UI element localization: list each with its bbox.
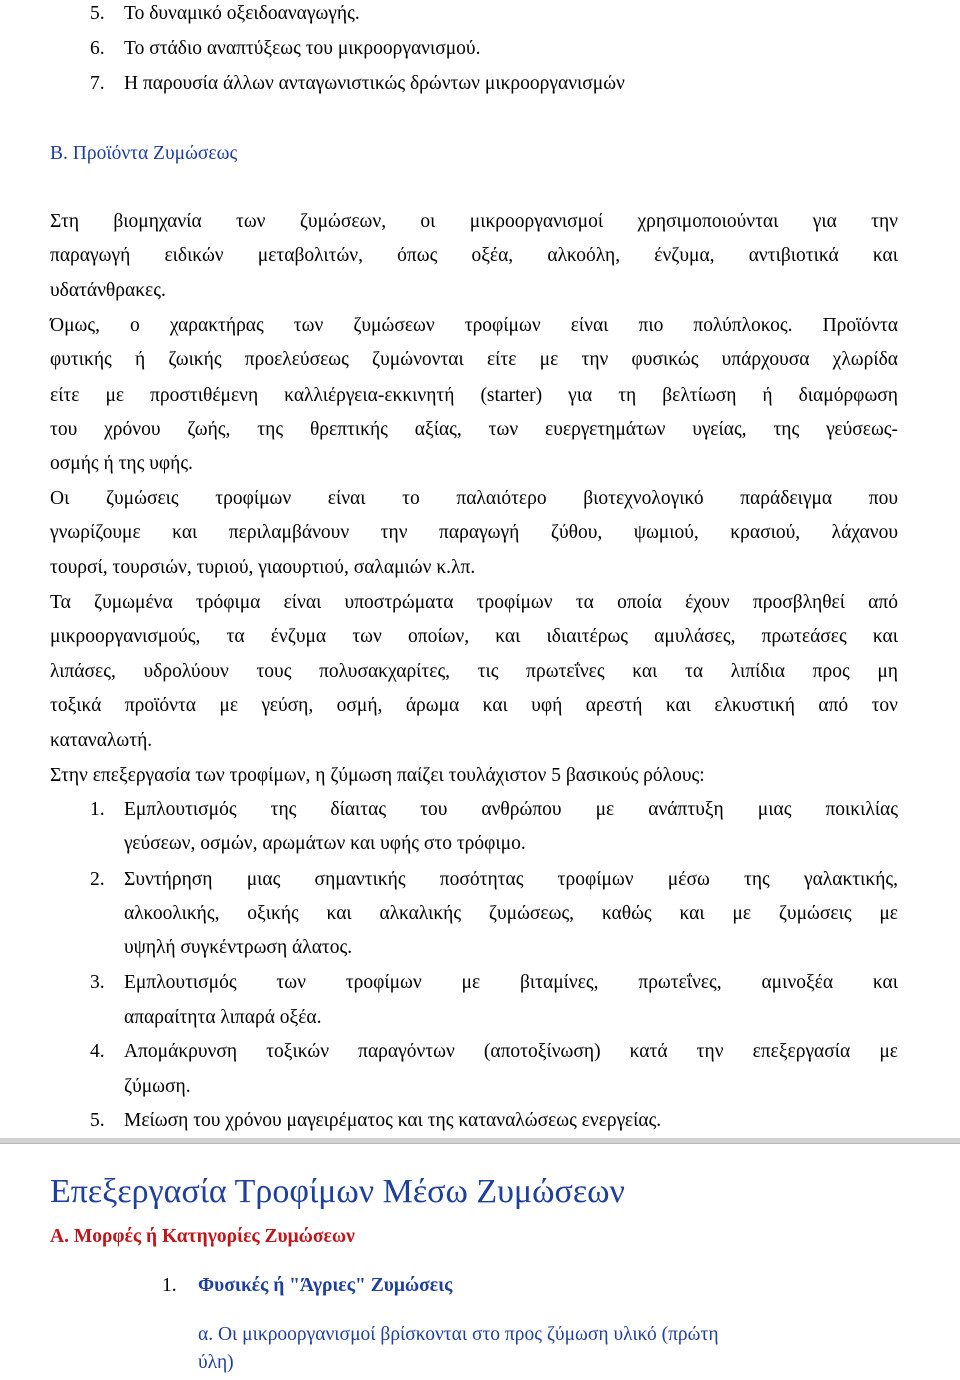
paragraph-line: Στην επεξεργασία των τροφίμων, η ζύμωση παίζει τουλάχιστον 5 βασικούς ρόλους:: [50, 765, 705, 786]
paragraph-line: τοξικά προϊόντα με γεύση, οσμή, άρωμα και υφή αρεστή και ελκυστική από τον: [50, 695, 898, 716]
page-divider: [0, 1138, 960, 1144]
list-number: 1.: [162, 1275, 177, 1296]
paragraph-line: Όμως, ο χαρακτήρας των ζυμώσεων τροφίμων είναι πιο πολύπλοκος. Προϊόντα: [50, 315, 898, 336]
list-number: 3.: [90, 972, 105, 993]
paragraph-line: φυτικής ή ζωικής προελεύσεως ζυμώνονται είτε με την φυσικώς υπάρχουσα χλωρίδα: [50, 349, 898, 370]
list-number: 5.: [90, 3, 105, 24]
list-item: Το στάδιο αναπτύξεως του μικροοργανισμού.: [124, 38, 481, 59]
paragraph-line: Οι ζυμώσεις τροφίμων είναι το παλαιότερο βιοτεχνολογικό παράδειγμα που: [50, 488, 898, 509]
paragraph-line: γνωρίζουμε και περιλαμβάνουν την παραγωγή ζύθου, ψωμιού, κρασιού, λάχανου: [50, 522, 898, 543]
list-item-continued: υψηλή συγκέντρωση άλατος.: [124, 937, 353, 958]
page-title: Επεξεργασία Τροφίμων Μέσω Ζυμώσεων: [50, 1173, 625, 1210]
list-number: 4.: [90, 1041, 105, 1062]
list-number: 5.: [90, 1110, 105, 1131]
subsection-text: ύλη): [198, 1352, 234, 1373]
list-item-continued: ζύμωση.: [124, 1076, 191, 1097]
subsection-text: α. Οι μικροοργανισμοί βρίσκονται στο προς ζύμωση υλικό (πρώτη: [198, 1324, 719, 1345]
list-item: Μείωση του χρόνου μαγειρέματος και της καταναλώσεως ενεργείας.: [124, 1110, 662, 1131]
list-item: Το δυναμικό οξειδοαναγωγής.: [124, 3, 360, 24]
paragraph-line: τουρσί, τουρσιών, τυριού, γιαουρτιού, σαλαμιών κ.λπ.: [50, 557, 476, 578]
section-a-heading: Α. Μορφές ή Κατηγορίες Ζυμώσεων: [50, 1226, 355, 1247]
list-item-continued: αλκοολικής, οξικής και αλκαλικής ζυμώσεως, καθώς και με ζυμώσεις με: [124, 903, 898, 924]
list-item: Εμπλουτισμός των τροφίμων με βιταμίνες, πρωτεΐνες, αμινοξέα και: [124, 972, 898, 993]
list-item: Συντήρηση μιας σημαντικής ποσότητας τροφίμων μέσω της γαλακτικής,: [124, 869, 898, 890]
subsection-heading: Φυσικές ή "Άγριες" Ζυμώσεις: [198, 1275, 453, 1296]
paragraph-line: λιπάσες, υδρολύουν τους πολυσακχαρίτες, τις πρωτεΐνες και τα λιπίδια προς μη: [50, 661, 898, 682]
list-item-continued: γεύσεων, οσμών, αρωμάτων και υφής στο τρόφιμο.: [124, 833, 526, 854]
paragraph-line: Στη βιομηχανία των ζυμώσεων, οι μικροοργανισμοί χρησιμοποιούνται για την: [50, 211, 898, 232]
list-number: 2.: [90, 869, 105, 890]
list-item-continued: απαραίτητα λιπαρά οξέα.: [124, 1007, 322, 1028]
paragraph-line: Τα ζυμωμένα τρόφιμα είναι υποστρώματα τροφίμων τα οποία έχουν προσβληθεί από: [50, 592, 898, 613]
paragraph-line: οσμής ή της υφής.: [50, 453, 193, 474]
list-item: Απομάκρυνση τοξικών παραγόντων (αποτοξίνωση) κατά την επεξεργασία με: [124, 1041, 898, 1062]
list-item: Εμπλουτισμός της δίαιτας του ανθρώπου με ανάπτυξη μιας ποικιλίας: [124, 799, 898, 820]
paragraph-line: παραγωγή ειδικών μεταβολιτών, όπως οξέα, αλκοόλη, ένζυμα, αντιβιοτικά και: [50, 245, 898, 266]
section-b-heading: Β. Προϊόντα Ζυμώσεως: [50, 143, 238, 164]
list-number: 1.: [90, 799, 105, 820]
paragraph-line: μικροοργανισμούς, τα ένζυμα των οποίων, και ιδιαιτέρως αμυλάσες, πρωτεάσες και: [50, 626, 898, 647]
paragraph-line: είτε με προστιθέμενη καλλιέργεια-εκκινητή (starter) για τη βελτίωση ή διαμόρφωση: [50, 385, 898, 406]
list-item: Η παρουσία άλλων ανταγωνιστικώς δρώντων μικροοργανισμών: [124, 73, 625, 94]
paragraph-line: καταναλωτή.: [50, 730, 153, 751]
list-number: 7.: [90, 73, 105, 94]
paragraph-line: του χρόνου ζωής, της θρεπτικής αξίας, των ευεργετημάτων υγείας, της γεύσεως-: [50, 419, 898, 440]
paragraph-line: υδατάνθρακες.: [50, 280, 166, 301]
list-number: 6.: [90, 38, 105, 59]
